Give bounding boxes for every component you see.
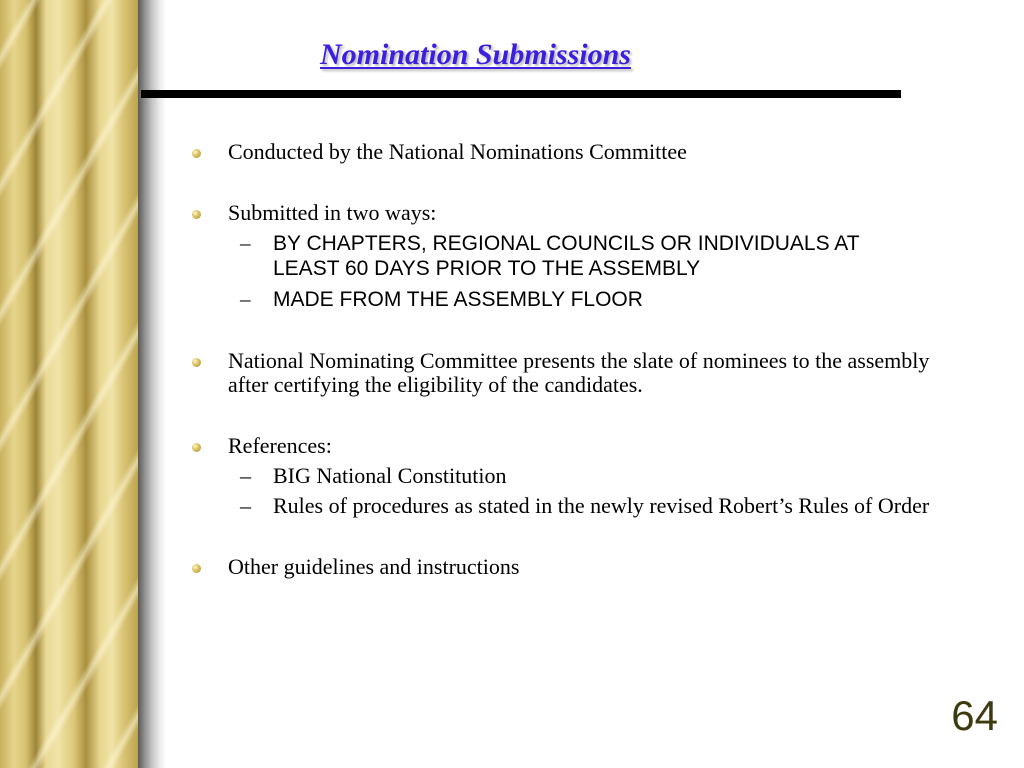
slide-title: Nomination Submissions [320, 38, 631, 71]
sub-bullet-item [190, 231, 930, 281]
bullet-dot-icon [192, 443, 201, 452]
sub-bullet-text: MADE FROM THE ASSEMBLY FLOOR [273, 288, 643, 311]
dash-icon: – [240, 287, 251, 311]
title-divider [141, 90, 901, 98]
dash-icon: – [240, 463, 251, 488]
bullet-item [190, 201, 930, 225]
sub-bullet-text: Rules of procedures as stated in the newly revised Robert’s Rules of Order [273, 493, 930, 518]
sub-bullet-text: BIG National Constitution [273, 463, 507, 488]
bullet-dot-icon [192, 564, 201, 573]
bullet-dot-icon [192, 149, 201, 158]
bullet-dot-icon [192, 210, 201, 219]
sub-bullet-item [190, 494, 930, 518]
bullet-text: National Nominating Committee presents the slate of nominees to the assembly after certifying the eligibility of the candidates. [228, 348, 930, 397]
side-panel-shadow [138, 0, 166, 768]
bullet-text: Submitted in two ways: [228, 200, 437, 225]
bullet-dot-icon [192, 358, 201, 367]
sub-bullet-item [190, 464, 930, 488]
sub-bullet-item [190, 287, 930, 312]
page-number: 64 [951, 692, 998, 739]
sub-bullet-text: BY CHAPTERS, REGIONAL COUNCILS OR INDIVIDUALS AT LEAST 60 DAYS PRIOR TO THE ASSEMBLY [273, 232, 860, 280]
bullet-item [190, 434, 930, 458]
bullet-text: References: [228, 433, 332, 458]
bullet-text: Conducted by the National Nominations Committee [228, 139, 687, 164]
slide-content [190, 140, 930, 579]
bullet-item [190, 140, 930, 164]
decorative-side-panel [0, 0, 138, 768]
bullet-item [190, 555, 930, 579]
dash-icon: – [240, 231, 251, 255]
bullet-item [190, 349, 930, 397]
bullet-text: Other guidelines and instructions [228, 554, 520, 579]
dash-icon: – [240, 493, 251, 518]
